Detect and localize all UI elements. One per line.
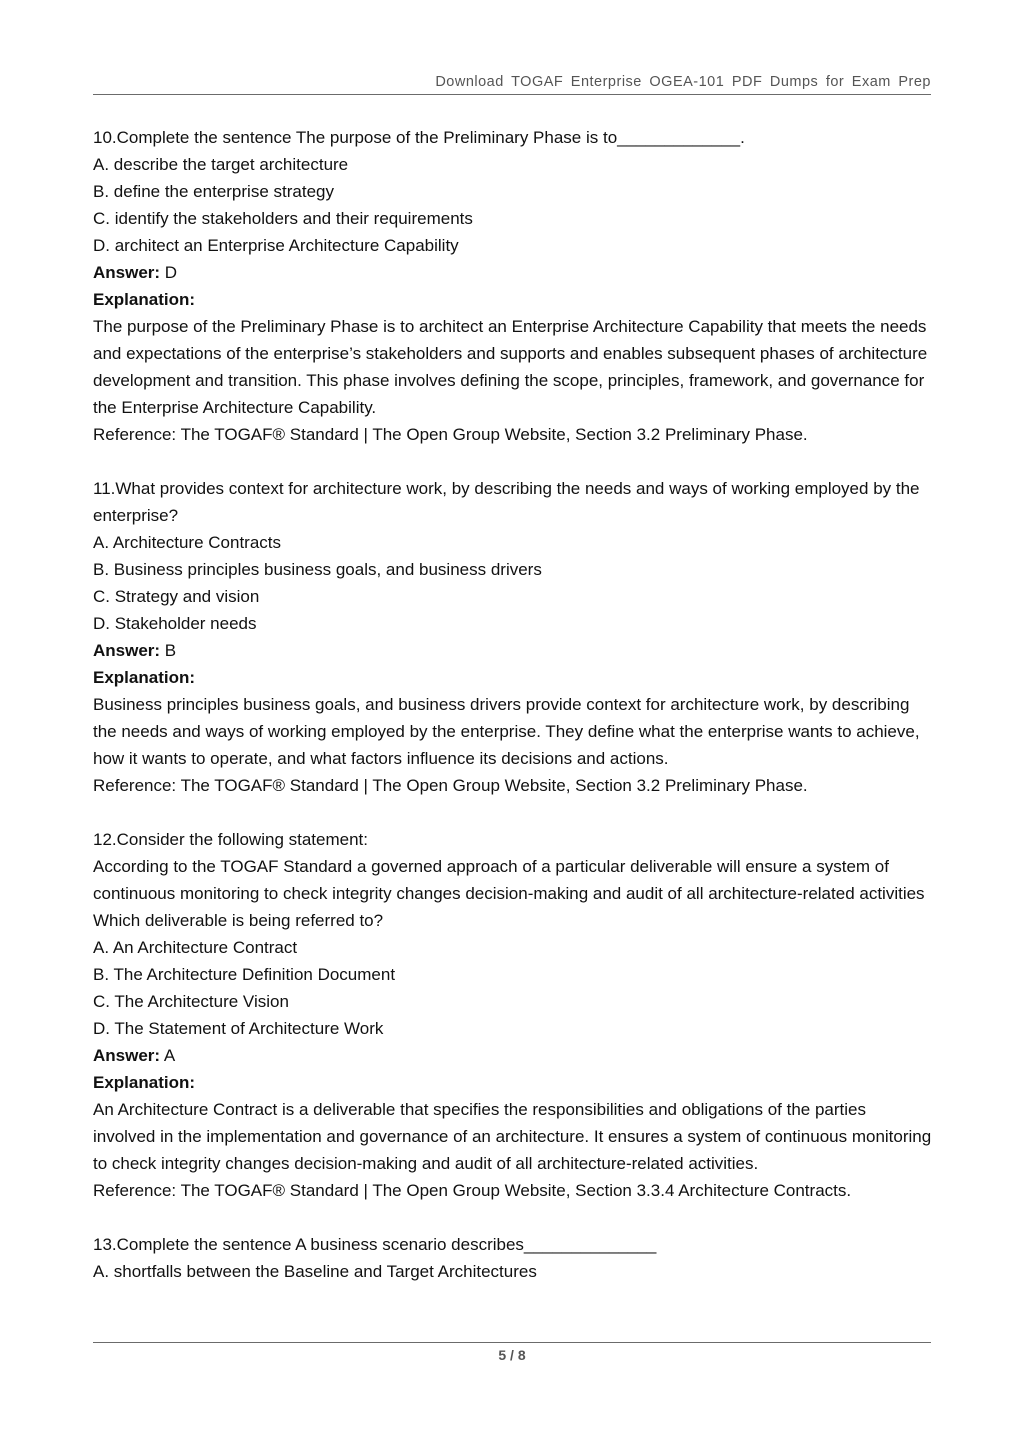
question-text: 12.Consider the following statement:: [93, 830, 368, 849]
question-block-10: [93, 124, 933, 448]
option-b: B. define the enterprise strategy: [93, 182, 334, 201]
question-block-11: [93, 475, 933, 799]
page-number: 5 / 8: [498, 1347, 526, 1363]
option-a: A. shortfalls between the Baseline and Target Architectures: [93, 1262, 537, 1281]
document-body: [93, 124, 933, 1285]
question-text: 11.What provides context for architecture work, by describing the needs and ways of working employed by the enterprise?: [93, 479, 920, 525]
answer-value: B: [160, 641, 177, 660]
answer-value: D: [160, 263, 178, 282]
reference-text: Reference: The TOGAF® Standard | The Open Group Website, Section 3.3.4 Architecture Contracts.: [93, 1181, 852, 1200]
question-block-12: [93, 826, 933, 1204]
question-block-13: [93, 1231, 933, 1285]
answer-line: [93, 1042, 933, 1069]
option-b: B. Business principles business goals, and business drivers: [93, 560, 542, 579]
answer-value: A: [160, 1046, 176, 1065]
page-header: [93, 72, 931, 95]
answer-line: [93, 259, 933, 286]
explanation-label: Explanation:: [93, 290, 196, 309]
option-d: D. The Statement of Architecture Work: [93, 1019, 384, 1038]
question-text: 10.Complete the sentence The purpose of the Preliminary Phase is to_____________.: [93, 128, 745, 147]
option-c: C. The Architecture Vision: [93, 992, 289, 1011]
option-a: A. Architecture Contracts: [93, 533, 282, 552]
answer-line: [93, 637, 933, 664]
explanation-text: Business principles business goals, and business drivers provide context for architecture work, by describing the needs and ways of working employed by the enterprise. They define what the enterprise wants to achieve, how it wants to operate, and what factors influence its decisions and actions.: [93, 695, 920, 768]
explanation-label: Explanation:: [93, 668, 196, 687]
answer-label: Answer:: [93, 641, 161, 660]
question-text: 13.Complete the sentence A business scenario describes______________: [93, 1235, 657, 1254]
header-title: Download TOGAF Enterprise OGEA-101 PDF Dumps for Exam Prep: [435, 74, 931, 90]
answer-label: Answer:: [93, 263, 161, 282]
question-prompt: Which deliverable is being referred to?: [93, 911, 384, 930]
spacer: [93, 799, 933, 826]
spacer: [93, 1204, 933, 1231]
option-d: D. architect an Enterprise Architecture Capability: [93, 236, 459, 255]
explanation-text: An Architecture Contract is a deliverable that specifies the responsibilities and obligations of the parties involved in the implementation and governance of an architecture. It ensures a system of continuous monitoring to check integrity changes decision-making and audit of all architecture-related activities.: [93, 1100, 932, 1173]
answer-label: Answer:: [93, 1046, 161, 1065]
option-a: A. An Architecture Contract: [93, 938, 298, 957]
explanation-label: Explanation:: [93, 1073, 196, 1092]
question-statement: According to the TOGAF Standard a governed approach of a particular deliverable will ensure a system of continuous monitoring to check integrity changes decision-making and audit of all architecture-related activities: [93, 857, 925, 903]
option-b: B. The Architecture Definition Document: [93, 965, 396, 984]
option-c: C. identify the stakeholders and their requirements: [93, 209, 473, 228]
option-a: A. describe the target architecture: [93, 155, 349, 174]
option-c: C. Strategy and vision: [93, 587, 260, 606]
reference-text: Reference: The TOGAF® Standard | The Open Group Website, Section 3.2 Preliminary Phase.: [93, 425, 808, 444]
spacer: [93, 448, 933, 475]
page-footer: [93, 1342, 931, 1365]
explanation-text: The purpose of the Preliminary Phase is to architect an Enterprise Architecture Capability that meets the needs and expectations of the enterprise’s stakeholders and supports and enables subsequent phases of architecture development and transition. This phase involves defining the scope, principles, framework, and governance for the Enterprise Architecture Capability.: [93, 317, 928, 417]
option-d: D. Stakeholder needs: [93, 614, 257, 633]
reference-text: Reference: The TOGAF® Standard | The Open Group Website, Section 3.2 Preliminary Phase.: [93, 776, 808, 795]
